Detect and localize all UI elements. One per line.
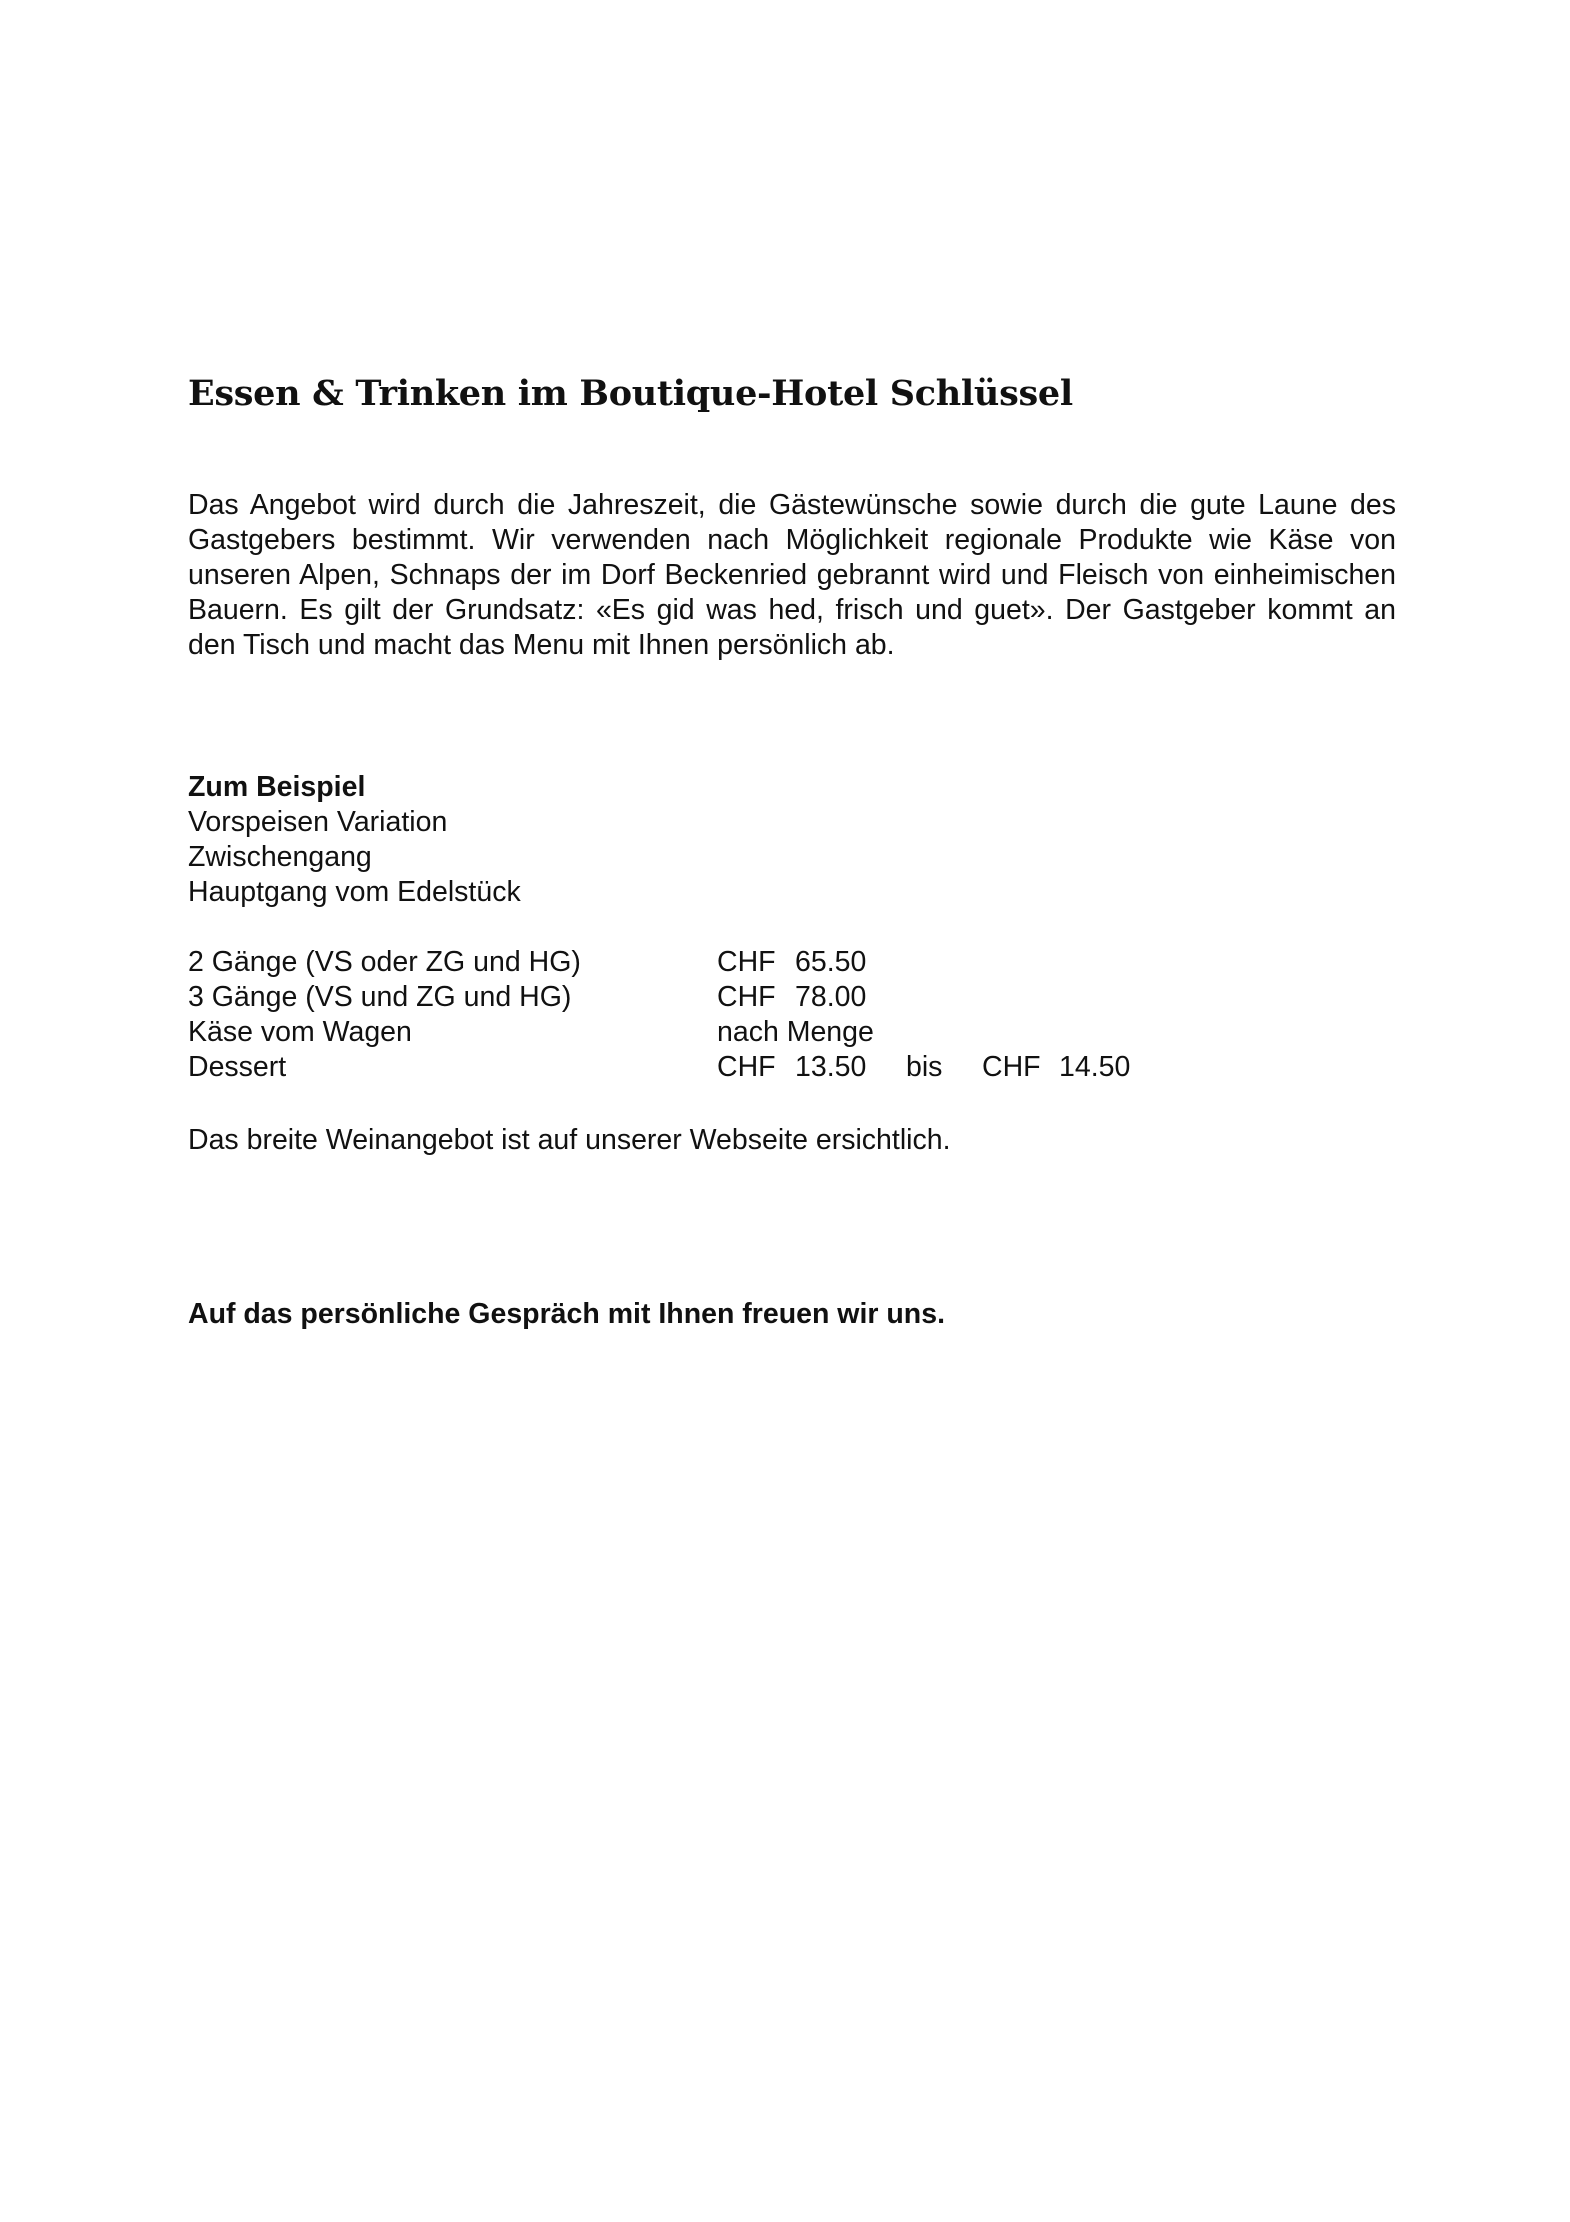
closing-line: Auf das persönliche Gespräch mit Ihnen freuen wir uns. <box>188 1298 945 1330</box>
price-amount: 65.50 <box>795 946 867 978</box>
price-label: Dessert <box>188 1051 287 1083</box>
price-currency: CHF <box>717 946 776 978</box>
price-note: nach Menge <box>717 1016 874 1048</box>
price-label: 2 Gänge (VS oder ZG und HG) <box>188 946 581 978</box>
menu-course: Zwischengang <box>188 841 372 873</box>
wine-note: Das breite Weinangebot ist auf unserer Webseite ersichtlich. <box>188 1124 951 1156</box>
price-range-word: bis <box>906 1051 943 1083</box>
intro-paragraph: Das Angebot wird durch die Jahreszeit, die Gästewünsche sowie durch die gute Laune des Gastgebers bestimmt. Wir verwenden nach Möglichkeit regionale Produkte wie Käse von unseren Alpen, Schnaps der im Dorf Beckenried gebrannt wird und Fleisch von einheimischen Bauern. Es gilt der Grundsatz: «Es gid was hed, frisch und guet». Der Gastgeber kommt an den Tisch und macht das Menu mit Ihnen persönlich ab. <box>188 489 1396 661</box>
price-amount: 78.00 <box>795 981 867 1013</box>
menu-example <box>188 770 521 910</box>
price-amount: 14.50 <box>1059 1051 1131 1083</box>
menu-course: Hauptgang vom Edelstück <box>188 876 521 908</box>
price-currency: CHF <box>717 981 776 1013</box>
menu-example-heading: Zum Beispiel <box>188 771 366 803</box>
price-currency: CHF <box>982 1051 1041 1083</box>
price-amount: 13.50 <box>795 1051 867 1083</box>
menu-course: Vorspeisen Variation <box>188 806 448 838</box>
page-title: Essen & Trinken im Boutique-Hotel Schlüssel <box>188 373 1073 414</box>
price-label: 3 Gänge (VS und ZG und HG) <box>188 981 572 1013</box>
price-currency: CHF <box>717 1051 776 1083</box>
price-label: Käse vom Wagen <box>188 1016 412 1048</box>
